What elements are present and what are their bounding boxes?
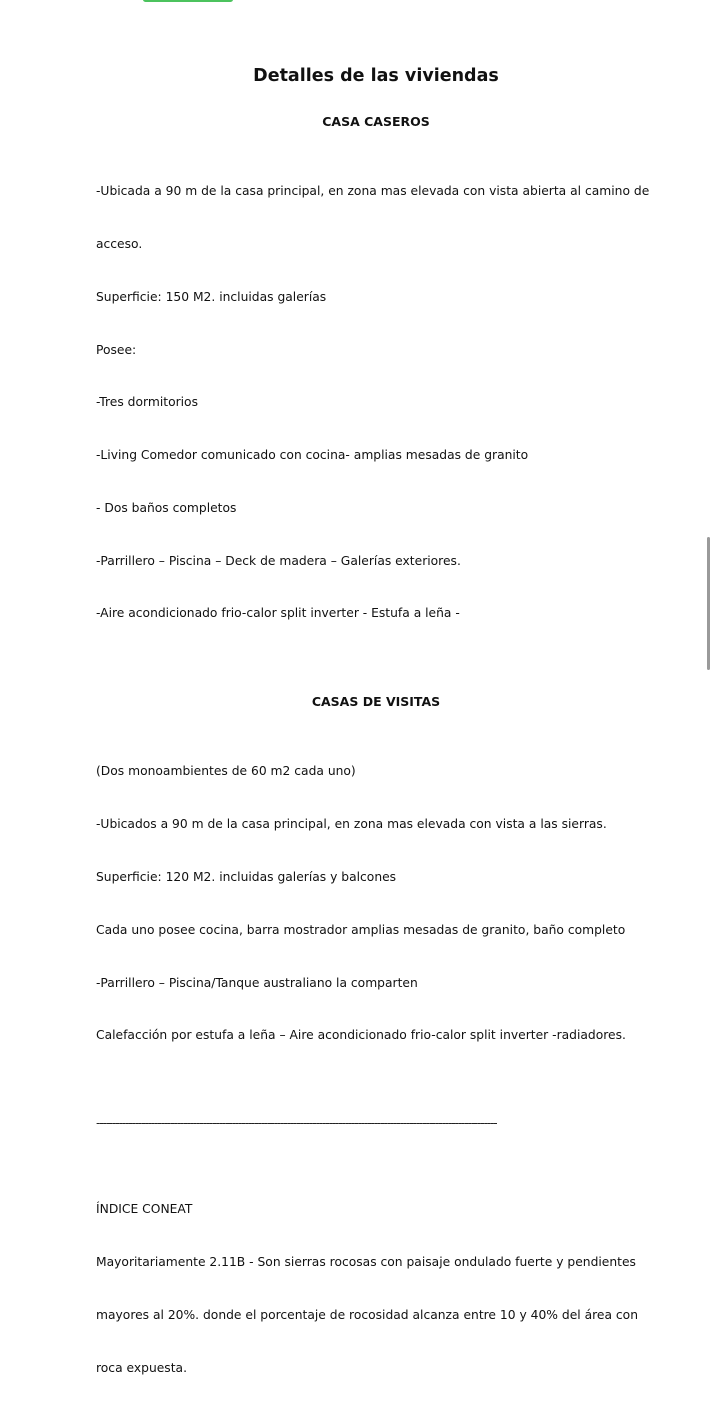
text-line: -Tres dormitorios [96,395,198,410]
document-title: Detalles de las viviendas [253,66,499,86]
text-line: -Ubicada a 90 m de la casa principal, en zona mas elevada con vista abierta al camino de [96,184,650,199]
section-indice-coneat [96,1166,656,1412]
section-heading: CASA CASEROS [322,114,430,129]
coneat-heading: ÍNDICE CONEAT [96,1202,193,1217]
dashed-divider: ---------------------------------------------------------------------------------------------------------------------------- [96,1116,497,1131]
section-heading: CASAS DE VISITAS [311,694,441,710]
text-line: -Living Comedor comunicado con cocina- amplias mesadas de granito [96,448,529,463]
text-line: Superficie: 120 M2. incluidas galerías y balcones [96,869,397,884]
section-casas-de-visitas [96,693,656,1080]
text-line: roca expuesta. [96,1360,187,1375]
text-line: - Dos baños completos [96,500,237,515]
section-body [96,728,656,1080]
section-casa-caseros [96,113,656,658]
text-line: Calefacción por estufa a leña – Aire acondicionado frio-calor split inverter -radiadores. [96,1028,626,1043]
text-line: -Aire acondicionado frio-calor split inverter - Estufa a leña - [96,606,460,621]
section-body [96,148,656,658]
text-line: -Parrillero – Piscina/Tanque australiano la comparten [96,975,418,990]
top-accent-bar [143,0,233,2]
text-line: Superficie: 150 M2. incluidas galerías [96,289,327,304]
document-page [96,64,656,1412]
text-line: Posee: [96,342,137,357]
text-line: acceso. [96,236,143,251]
text-line: Mayoritariamente 2.11B - Son sierras rocosas con paisaje ondulado fuerte y pendientes [96,1255,636,1270]
text-line: -Ubicados a 90 m de la casa principal, en zona mas elevada con vista a las sierras. [96,817,607,832]
text-line: mayores al 20%. donde el porcentaje de rocosidad alcanza entre 10 y 40% del área con [96,1307,638,1322]
section-body [96,1166,656,1412]
text-line: Cada uno posee cocina, barra mostrador amplias mesadas de granito, baño completo [96,922,626,937]
text-line: -Parrillero – Piscina – Deck de madera – Galerías exteriores. [96,553,461,568]
text-line: (Dos monoambientes de 60 m2 cada uno) [96,764,356,779]
